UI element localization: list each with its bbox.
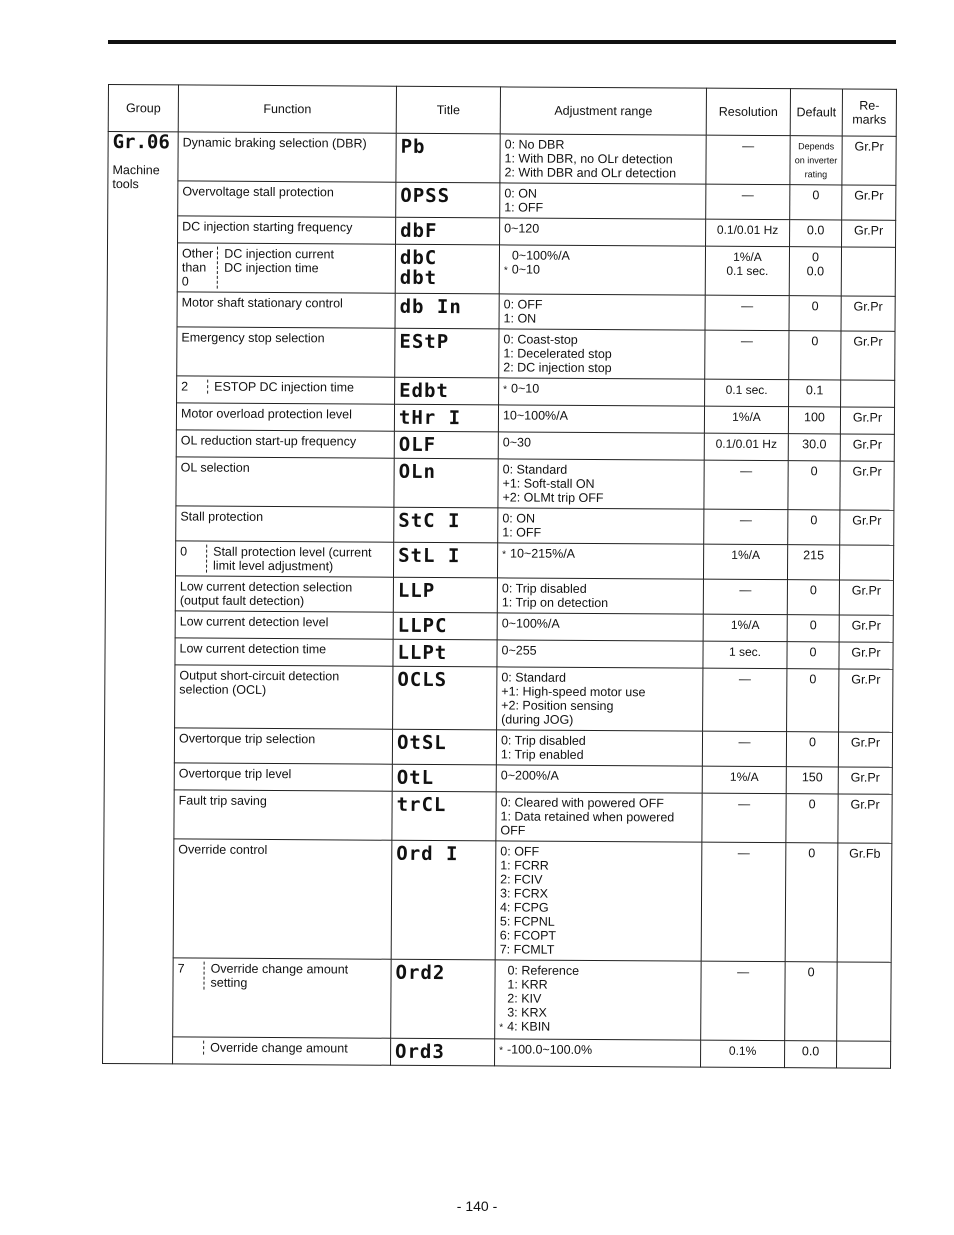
title-cell: [395, 377, 499, 405]
col-function: Function: [178, 85, 396, 133]
col-title: Title: [396, 86, 500, 134]
default-cell: [787, 642, 839, 669]
function-cell: [174, 790, 392, 840]
remarks-cell: Gr.Pr: [839, 580, 893, 615]
title-cell: [394, 431, 498, 459]
resolution-cell: [703, 614, 787, 642]
table-row: [108, 181, 896, 221]
default-text: 0: [809, 618, 817, 633]
function-text: Stall protection level (current limit level adjustment): [213, 544, 372, 574]
resolution-text: 0.1 sec.: [725, 382, 768, 398]
function-sub: [177, 1040, 386, 1055]
function-text: Fault trip saving: [178, 793, 267, 808]
function-lead: [177, 1040, 204, 1054]
function-cell: [177, 376, 395, 404]
title-cell: [392, 729, 496, 765]
resolution-cell: [703, 668, 787, 732]
remarks-cell: Gr.Pr: [841, 331, 895, 380]
default-text: 0: [810, 513, 818, 528]
resolution-text: —: [738, 796, 751, 811]
resolution-cell: [702, 731, 786, 767]
table-row: [108, 132, 896, 186]
resolution-cell: [703, 641, 787, 669]
table-row: [103, 1036, 891, 1068]
resolution-text: —: [742, 138, 755, 153]
function-cell: [175, 665, 393, 729]
title-code: Edbt: [399, 379, 449, 403]
title-code: LLPt: [397, 641, 448, 665]
group-cell: [103, 132, 179, 1064]
default-cell: [785, 1041, 837, 1068]
default-text: 100: [803, 410, 825, 425]
range-cell: [496, 792, 702, 842]
default-text: 0: [811, 299, 819, 314]
table-row: [103, 957, 891, 1041]
resolution-text: —: [740, 463, 753, 478]
resolution-text: 0.1/0.01 Hz: [716, 222, 779, 238]
table-row: [106, 456, 894, 510]
remarks-cell: Gr.Pr: [838, 794, 892, 843]
title-cell: [396, 133, 500, 183]
range-cell: [500, 183, 706, 219]
range-text: 0: Trip disabled 1: Trip on detection: [501, 581, 609, 611]
function-lead: 7: [177, 961, 204, 989]
function-cell: [176, 457, 394, 507]
col-range: Adjustment range: [500, 87, 706, 135]
resolution-text: —: [737, 845, 750, 860]
remarks-cell: Gr.Pr: [842, 185, 896, 220]
remarks-cell: Gr.Pr: [839, 669, 893, 732]
remarks-cell: Gr.Pr: [840, 407, 894, 434]
remarks-cell: Gr.Pr: [839, 615, 893, 642]
title-cell: [394, 404, 498, 432]
title-cell: [394, 458, 498, 508]
default-text: 0.0: [801, 1044, 820, 1059]
range-cell: [498, 459, 704, 509]
function-text: Override change amount: [210, 1040, 348, 1056]
resolution-cell: [704, 460, 788, 510]
function-cell: [178, 132, 396, 182]
resolution-cell: [703, 579, 787, 615]
resolution-cell: [704, 406, 788, 434]
function-sub: [181, 379, 390, 394]
table-row: [103, 838, 892, 962]
resolution-cell: [704, 433, 788, 461]
default-cell: [789, 331, 841, 380]
range-cell: [496, 730, 702, 766]
title-cell: [395, 293, 499, 329]
default-text: 0: [807, 965, 815, 980]
title-code: LLP: [397, 579, 436, 603]
title-code: LLPC: [397, 614, 448, 638]
resolution-text: —: [741, 187, 754, 202]
resolution-text: —: [737, 964, 750, 979]
range-text: 0: OFF 1: ON: [503, 297, 543, 326]
col-resolution: Resolution: [706, 88, 790, 136]
resolution-text: —: [740, 333, 753, 348]
range-cell: [498, 432, 704, 460]
function-text: Override change amount setting: [210, 961, 349, 990]
title-cell: [393, 577, 497, 613]
resolution-cell: [706, 184, 790, 220]
default-text: 0: [812, 188, 820, 203]
default-cell: [786, 732, 838, 767]
remarks-cell: Gr.Pr: [841, 296, 895, 331]
range-cell: [499, 294, 705, 330]
range-cell: [497, 578, 703, 614]
resolution-cell: [705, 295, 789, 331]
title-cell: [391, 840, 496, 960]
range-cell: [497, 613, 703, 641]
top-rule: [108, 40, 896, 44]
title-cell: [393, 542, 497, 578]
default-text: 0: [809, 672, 817, 687]
default-cell: [788, 407, 840, 434]
col-default: Default: [790, 89, 842, 136]
table-row: [105, 540, 893, 580]
range-cell: [497, 667, 703, 731]
default-text: 0: [808, 797, 816, 812]
default-cell: [787, 545, 839, 580]
range-text: 0: ON 1: OFF: [502, 511, 542, 540]
function-cell: [176, 403, 394, 431]
default-text: 215: [803, 548, 825, 563]
title-code: db In: [399, 295, 462, 319]
range-cell: [496, 765, 702, 793]
default-text: 0: [811, 334, 819, 349]
range-cell: [499, 378, 705, 406]
range-text: 0: No DBR 1: With DBR, no OLr detection 2: With DBR and OLr detection: [504, 137, 677, 181]
default-cell: [787, 580, 839, 615]
resolution-text: 1%/A: [731, 547, 761, 562]
default-cell: [790, 220, 842, 247]
function-text: Override control: [178, 842, 268, 857]
range-text: 10~100%/A: [502, 408, 569, 423]
title-cell: [393, 666, 497, 730]
function-cell: [175, 576, 393, 612]
default-cell: [790, 136, 842, 185]
group-label: Machine tools: [112, 163, 160, 192]
title-cell: [393, 612, 497, 640]
range-cell: [495, 1039, 701, 1067]
title-code: Ord3: [395, 1040, 445, 1064]
remarks-cell: Gr.Pr: [840, 461, 894, 510]
function-text: Overvoltage stall protection: [182, 184, 334, 200]
range-text: 0~120: [504, 221, 540, 236]
resolution-text: 1 sec.: [728, 644, 762, 659]
resolution-text: —: [738, 734, 751, 749]
function-text: Stall protection: [180, 509, 264, 524]
default-cell: [786, 767, 838, 794]
default-text: Depends on inverter rating: [794, 141, 838, 180]
title-cell: [395, 328, 499, 378]
function-cell: [175, 541, 393, 577]
default-cell: [789, 380, 841, 407]
resolution-cell: [702, 766, 786, 794]
default-cell: [788, 461, 840, 510]
resolution-text: —: [739, 582, 752, 597]
remarks-cell: Gr.Pr: [842, 220, 896, 247]
default-cell: [787, 669, 839, 732]
function-cell: [176, 506, 394, 542]
col-remarks: Re- marks: [842, 89, 896, 136]
function-text: Low current detection time: [179, 641, 327, 657]
range-cell: [500, 218, 706, 246]
default-cell: [788, 510, 840, 545]
function-text: DC injection current DC injection time: [224, 246, 335, 276]
asterisk-mark: *: [503, 265, 508, 277]
remarks-cell: Gr.Pr: [839, 642, 893, 669]
function-cell: [173, 958, 391, 1038]
default-text: 30.0: [802, 437, 827, 452]
range-cell: [498, 508, 704, 544]
range-cell: [499, 245, 705, 295]
header-row: [108, 85, 896, 137]
function-cell: [177, 243, 395, 293]
resolution-cell: [706, 219, 790, 247]
title-cell: [391, 1038, 495, 1066]
resolution-cell: [705, 379, 789, 407]
remarks-cell: [841, 247, 895, 296]
default-cell: [789, 247, 841, 296]
function-text: Dynamic braking selection (DBR): [182, 135, 367, 151]
range-cell: [499, 329, 705, 379]
table-row: [107, 326, 895, 380]
title-code: StL I: [398, 544, 461, 568]
default-cell: [785, 962, 837, 1041]
function-text: DC injection starting frequency: [182, 219, 353, 235]
function-text: Motor shaft stationary control: [181, 295, 343, 311]
function-sub: [177, 961, 386, 990]
table-row: [106, 505, 894, 545]
range-cell: [497, 640, 703, 668]
title-code: trCL: [396, 793, 447, 817]
range-text: 0: Trip disabled 1: Trip enabled: [500, 733, 586, 762]
resolution-cell: [703, 544, 787, 580]
range-cell: [500, 134, 706, 184]
default-text: 0: [809, 645, 817, 660]
title-cell: [391, 959, 495, 1039]
function-text: Emergency stop selection: [181, 330, 325, 346]
title-code: Pb: [400, 135, 426, 158]
resolution-cell: [706, 135, 790, 185]
range-text: 0~100%/A: [501, 616, 560, 631]
title-cell: [392, 764, 496, 792]
table-row: [104, 727, 892, 767]
title-cell: [396, 217, 500, 245]
asterisk-mark: *: [499, 1022, 504, 1034]
default-text: 0: [810, 464, 818, 479]
default-text: 150: [801, 770, 823, 785]
page-number: - 140 -: [456, 1198, 498, 1214]
resolution-text: —: [741, 298, 754, 313]
resolution-cell: [702, 793, 786, 843]
default-text: 0.0: [806, 223, 825, 238]
table-body: [103, 132, 897, 1069]
function-text: Motor overload protection level: [180, 406, 352, 422]
resolution-cell: [704, 509, 788, 545]
title-cell: [394, 507, 498, 543]
resolution-text: —: [738, 671, 751, 686]
asterisk-mark: *: [499, 1045, 504, 1057]
range-text: 0: Standard +1: Soft-stall ON +2: OLMt trip OFF: [502, 462, 604, 506]
table-row: [107, 243, 895, 297]
resolution-cell: [701, 961, 785, 1041]
asterisk-mark: *: [503, 384, 508, 396]
function-text: ESTOP DC injection time: [214, 379, 355, 395]
function-sub: [180, 544, 389, 573]
range-cell: [495, 841, 702, 961]
function-cell: [178, 181, 396, 217]
function-cell: [175, 638, 393, 666]
remarks-cell: Gr.Pr: [840, 434, 894, 461]
range-text: 0: Cleared with powered OFF 1: Data retained when powered OFF: [500, 795, 675, 838]
function-text: Output short-circuit detection selection (OCL): [179, 668, 340, 697]
resolution-cell: [701, 842, 786, 962]
resolution-text: 0.1%: [728, 1043, 757, 1058]
group-code: Gr.06: [112, 131, 170, 154]
remarks-cell: Gr.Pr: [840, 510, 894, 545]
resolution-text: 0.1/0.01 Hz: [715, 436, 778, 452]
title-cell: [393, 639, 497, 667]
function-lead: 2: [181, 379, 208, 393]
col-group: Group: [108, 85, 178, 132]
function-text: Overtorque trip level: [178, 766, 292, 782]
title-code: tHr I: [398, 406, 462, 430]
resolution-text: 1%/A 0.1 sec.: [726, 249, 769, 279]
function-text: Overtorque trip selection: [178, 731, 316, 747]
range-cell: [495, 960, 701, 1040]
range-text: 0~100%/A 0~10: [511, 248, 570, 277]
function-cell: [178, 216, 396, 244]
resolution-text: —: [739, 512, 752, 527]
remarks-cell: Gr.Fb: [837, 843, 892, 962]
range-text: 0: Standard +1: High-speed motor use +2: Position sensing (during JOG): [501, 670, 646, 727]
default-text: 0.1: [805, 383, 824, 398]
default-cell: [785, 843, 838, 962]
title-code: Ord2: [395, 961, 446, 985]
function-text: Low current detection level: [179, 614, 329, 630]
table-row: [105, 664, 893, 732]
default-text: 0: [808, 846, 816, 861]
resolution-cell: [705, 246, 789, 296]
function-lead: Other than 0: [182, 246, 219, 288]
range-cell: [498, 405, 704, 433]
title-code: OPSS: [400, 184, 451, 208]
range-text: 0~10: [511, 381, 540, 396]
function-cell: [176, 430, 394, 458]
resolution-cell: [705, 330, 789, 380]
title-code: OCLS: [397, 668, 448, 692]
parameter-table: [102, 84, 897, 1069]
remarks-cell: [841, 380, 895, 407]
function-cell: [174, 763, 392, 791]
function-text: OL selection: [180, 460, 250, 475]
title-cell: [396, 182, 500, 218]
title-code: dbC dbt: [399, 246, 438, 290]
remarks-cell: [837, 1041, 891, 1068]
title-code: OLF: [398, 433, 437, 457]
function-cell: [177, 292, 395, 328]
title-code: StC I: [398, 509, 461, 533]
function-cell: [173, 839, 392, 959]
range-text: 0~30: [502, 435, 532, 450]
resolution-text: 1%/A: [729, 769, 759, 784]
default-cell: [790, 185, 842, 220]
remarks-cell: Gr.Pr: [838, 767, 892, 794]
asterisk-mark: *: [502, 549, 507, 561]
function-lead: 0: [180, 544, 207, 572]
table-row: [104, 789, 892, 843]
title-code: EStP: [399, 330, 450, 354]
remarks-cell: Gr.Pr: [838, 732, 892, 767]
function-text: OL reduction start-up frequency: [180, 433, 357, 449]
title-code: Ord I: [396, 842, 459, 866]
function-cell: [175, 611, 393, 639]
resolution-text: 1%/A: [732, 409, 761, 424]
function-text: Low current detection selection (output fault detection): [179, 579, 353, 609]
resolution-text: 1%/A: [730, 617, 760, 632]
function-cell: [173, 1037, 391, 1065]
remarks-cell: [837, 962, 891, 1041]
function-sub: [182, 246, 391, 289]
range-text: 0: Reference 1: KRR 2: KIV 3: KRX 4: KBIN: [507, 963, 580, 1034]
default-cell: [788, 434, 840, 461]
range-text: 0~255: [501, 643, 537, 658]
default-text: 0 0.0: [806, 250, 825, 279]
resolution-cell: [701, 1040, 785, 1068]
default-text: 0: [808, 735, 817, 750]
remarks-cell: Gr.Pr: [842, 136, 896, 185]
table-row: [107, 291, 895, 331]
title-cell: [392, 791, 496, 841]
table-row: [105, 575, 893, 615]
function-cell: [174, 728, 392, 764]
range-text: 10~215%/A: [510, 546, 576, 561]
title-cell: [395, 244, 499, 294]
range-text: 0: Coast-stop 1: Decelerated stop 2: DC injection stop: [503, 332, 612, 376]
title-code: OLn: [398, 460, 437, 484]
remarks-cell: [839, 545, 893, 580]
default-cell: [787, 615, 839, 642]
range-text: 0: OFF 1: FCRR 2: FCIV 3: FCRX 4: FCPG 5: FCPNL 6: FCOPT 7: FCMLT: [499, 844, 557, 957]
default-cell: [789, 296, 841, 331]
range-text: 0~200%/A: [500, 768, 559, 783]
function-cell: [177, 327, 395, 377]
title-code: OtSL: [396, 731, 447, 755]
range-text: -100.0~100.0%: [506, 1042, 593, 1057]
title-code: dbF: [400, 219, 438, 243]
default-cell: [786, 794, 838, 843]
title-code: OtL: [396, 766, 435, 790]
default-text: 0: [809, 583, 817, 598]
range-cell: [497, 543, 703, 579]
range-text: 0: ON 1: OFF: [504, 186, 544, 215]
